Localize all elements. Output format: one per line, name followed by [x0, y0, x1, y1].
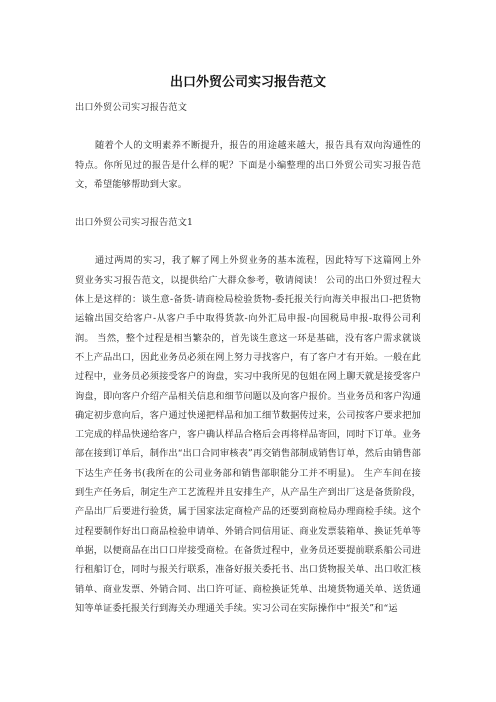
section-heading: 出口外贸公司实习报告范文1 [75, 217, 194, 229]
body-paragraph: 通过两周的实习，我了解了网上外贸业务的基本流程，因此特写下这篇网上外贸业务实习报告范文，以提供给广大群众参考，敬请阅读！ 公司的出口外贸过程大体上是这样的：谈生意-备货-请商检局检验货物-委托报关行向海关申报出口-把货物运输出国交给客户-从客户手中取得货款-向外汇局申报-向国税局申报-取得公司利润。 当然，整个过程是相当繁杂的，首先谈生意这一环是基础，没有客户需求就谈不上产品出口，因此业务员必须在网上努力寻找客户，有了客户才有开始。一般在此过程中，业务员必须接受客户的询盘，实习中我所见的包姐在网上聊天就是接受客户询盘，即向客户介绍产品相关信息和细节问题以及向客户报价。当业务员和客户沟通确定初步意向后，客户通过快递把样品和加工细节数据传过来，公司按客户要求把加工完成的样品快递给客户，客户确认样品合格后会再将样品寄回，同时下订单。业务部在接到订单后，制作出“出口合同审核表”再交销售部制成销售订单，然后由销售部下达生产任务书(我所在的公司业务部和销售部职能分工并不明显)。 生产车间在接到生产任务后，制定生产工艺流程并且安排生产，从产品生产到出厂这是备货阶段，产品出厂后要进行验货，属于国家法定商检产品的还要到商检局办理商检手续。这个过程要制作好出口商品检验申请单、外销合同信用证、商业发票装箱单、换证凭单等单据，以便商品在出口口岸接受商检。在备货过程中，业务员还要提前联系船公司进行租船订仓，同时与报关行联系，准备好报关委托书、出口货物报关单、出口收汇核销单、商业发票、外销合同、出口许可证、商检换证凭单、出境货物通关单、送货通知等单证委托报关行到海关办理通关手续。实习公司在实际操作中“报关”和“运 [75, 255, 421, 614]
spacer [75, 194, 421, 213]
document-title: 出口外贸公司实习报告范文 [169, 75, 326, 90]
document-subtitle: 出口外贸公司实习报告范文 [75, 102, 188, 113]
spacer [75, 117, 421, 136]
intro-paragraph: 随着个人的文明素养不断提升，报告的用途越来越大，报告具有双向沟通性的特点。你所见过的报告是什么样的呢？下面是小编整理的出口外贸公司实习报告范文，希望能够帮助到大家。 [75, 140, 421, 190]
spacer [75, 232, 421, 251]
